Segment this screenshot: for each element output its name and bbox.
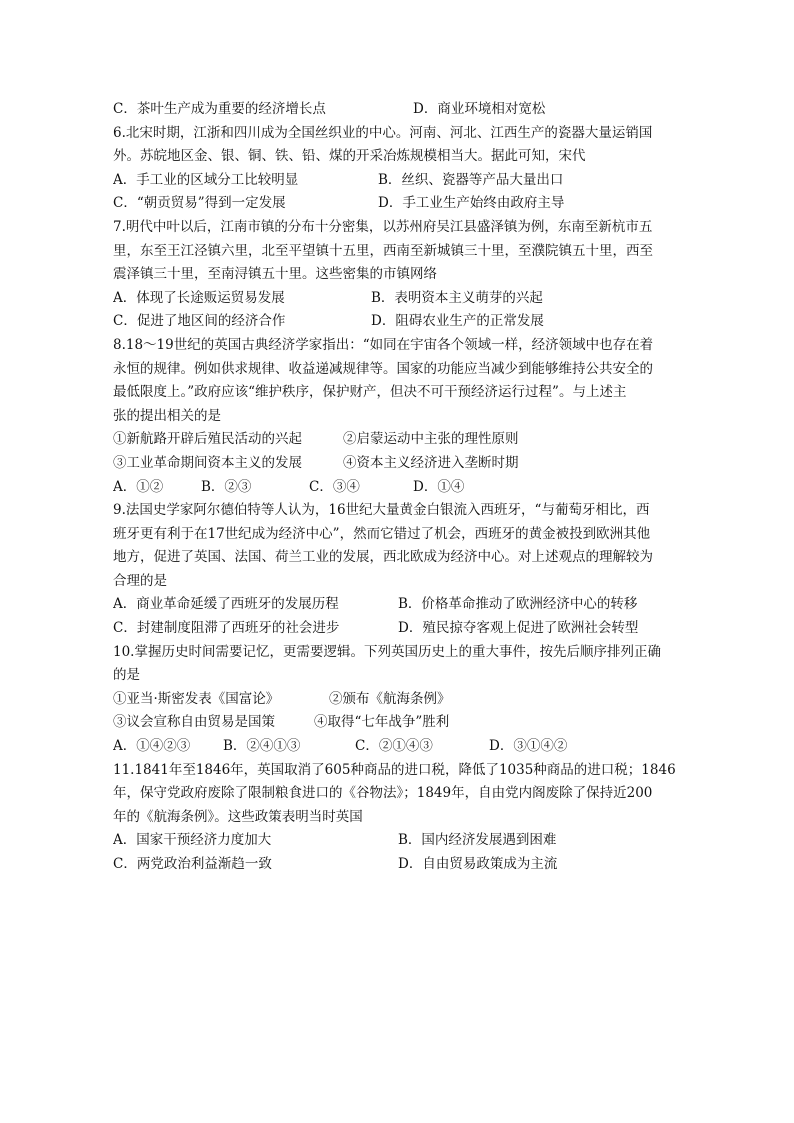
q9-stem-line-3: 地方，促进了英国、法国、荷兰工业的发展，西北欧成为经济中心。对上述观点的理解较为	[113, 549, 653, 566]
q7-option-a: A．体现了长途贩运贸易发展	[113, 289, 285, 306]
q11-option-b: B．国内经济发展遇到困难	[398, 832, 557, 849]
q8-items-34	[113, 452, 683, 476]
q7-stem-line-1: 7.明代中叶以后，江南市镇的分布十分密集，以苏州府吴江县盛泽镇为例，东南至新杭市五	[113, 218, 653, 235]
q8-item-3: ③工业革命期间资本主义的发展	[113, 454, 302, 471]
q9-options-ab	[113, 593, 683, 617]
q10-option-a: A．①④②③	[113, 738, 191, 755]
q6-option-a: A．手工业的区域分工比较明显	[113, 171, 299, 188]
q7-option-c: C．促进了地区间的经济合作	[113, 313, 286, 330]
q9-option-a: A．商业革命延缓了西班牙的发展历程	[113, 596, 339, 613]
q8-item-1: ①新航路开辟后殖民活动的兴起	[113, 431, 302, 448]
q6-option-c: C．“朝贡贸易”得到一定发展	[113, 195, 286, 212]
q10-options	[113, 735, 683, 759]
q7-option-b: B．表明资本主义萌芽的兴起	[371, 289, 543, 306]
q11-stem-line-2: 年，保守党政府废除了限制粮食进口的《谷物法》；1849年，自由党内阁废除了保持近200	[113, 785, 653, 802]
q10-option-b: B．②④①③	[223, 738, 301, 755]
q11-stem-line-1: 11.1841年至1846年，英国取消了605种商品的进口税，降低了1035种商品的进口税；1846	[113, 761, 676, 778]
q7-stem-line-3: 震泽镇三十里，至南浔镇五十里。这些密集的市镇网络	[113, 266, 437, 283]
q9-option-c: C．封建制度阻滞了西班牙的社会进步	[113, 620, 340, 637]
q10-option-d: D．③①④②	[489, 738, 568, 755]
q10-items-34	[113, 711, 683, 735]
q11-option-c: C．两党政治利益渐趋一致	[113, 856, 272, 872]
q10-item-3: ③议会宣称自由贸易是国策	[113, 714, 275, 731]
q6-option-d: D．手工业生产始终由政府主导	[378, 195, 565, 212]
q5-option-d: D．商业环境相对宽松	[413, 101, 546, 117]
q9-option-b: B．价格革命推动了欧洲经济中心的转移	[398, 596, 638, 613]
q10-option-c: C．②①④③	[355, 738, 433, 755]
q8-option-a: A．①②	[113, 478, 164, 495]
q8-options	[113, 476, 683, 500]
q10-item-4: ④取得“七年战争”胜利	[314, 714, 450, 731]
q8-option-d: D．①④	[413, 478, 465, 495]
q6-stem-line-2: 外。苏皖地区金、银、铜、铁、铅、煤的开采冶炼规模相当大。据此可知，宋代	[113, 148, 586, 165]
q11-options-cd	[113, 853, 683, 877]
q8-item-2: ②启蒙运动中主张的理性原则	[343, 431, 519, 448]
q8-items-12	[113, 428, 683, 452]
q11-stem-line-3: 年的《航海条例》。这些政策表明当时英国	[113, 808, 363, 825]
q11-option-a: A．国家干预经济力度加大	[113, 832, 272, 849]
q6-option-b: B．丝织、瓷器等产品大量出口	[378, 171, 564, 188]
q9-options-cd	[113, 617, 683, 641]
q8-item-4: ④资本主义经济进入垄断时期	[343, 454, 519, 471]
q8-stem-line-1: 8.18～19世纪的英国古典经济学家指出：“如同在宇宙各个领域一样，经济领域中也存在着	[113, 336, 654, 353]
q9-stem-line-2: 班牙更有利于在17世纪成为经济中心”，然而它错过了机会，西班牙的黄金被投到欧洲其他	[113, 525, 651, 542]
q11-option-d: D．自由贸易政策成为主流	[398, 856, 558, 872]
q7-stem-line-2: 里，东至王江泾镇六里，北至平望镇十五里，西南至新城镇三十里，至濮院镇五十里，西至	[113, 242, 653, 259]
q10-stem-line-2: 的是	[113, 667, 140, 684]
q8-stem-line-4: 张的提出相关的是	[113, 407, 221, 424]
q10-stem-line-1: 10.掌握历史时间需要记忆，更需要逻辑。下列英国历史上的重大事件，按先后顺序排列正确	[113, 643, 661, 660]
q8-option-c: C．③④	[309, 478, 360, 495]
q7-options-ab	[113, 287, 683, 311]
q11-options-ab	[113, 829, 683, 853]
q9-option-d: D．殖民掠夺客观上促进了欧洲社会转型	[398, 620, 639, 637]
q8-stem-line-2: 永恒的规律。例如供求规律、收益递减规律等。国家的功能应当减少到能够维持公共安全的	[113, 360, 653, 377]
q6-stem-line-1: 6.北宋时期，江浙和四川成为全国丝织业的中心。河南、河北、江西生产的瓷器大量运销国	[113, 124, 653, 141]
q5-options-cd	[113, 98, 683, 122]
q10-items-12	[113, 688, 683, 712]
q9-stem-line-4: 合理的是	[113, 572, 167, 589]
exam-page	[113, 98, 683, 877]
q10-item-2: ②颁布《航海条例》	[329, 690, 451, 707]
q8-stem-line-3: 最低限度上。”政府应该“维护秩序，保护财产，但决不可干预经济运行过程”。与上述主	[113, 384, 627, 401]
q8-option-b: B．②③	[201, 478, 252, 495]
q7-option-d: D．阻碍农业生产的正常发展	[371, 313, 544, 330]
q5-option-c: C．茶叶生产成为重要的经济增长点	[113, 101, 326, 117]
q10-item-1: ①亚当·斯密发表《国富论》	[113, 690, 280, 707]
q6-options-cd	[113, 192, 683, 216]
q7-options-cd	[113, 310, 683, 334]
q9-stem-line-1: 9.法国史学家阿尔德伯特等人认为，16世纪大量黄金白银流入西班牙，“与葡萄牙相比，西	[113, 502, 650, 519]
q6-options-ab	[113, 169, 683, 193]
